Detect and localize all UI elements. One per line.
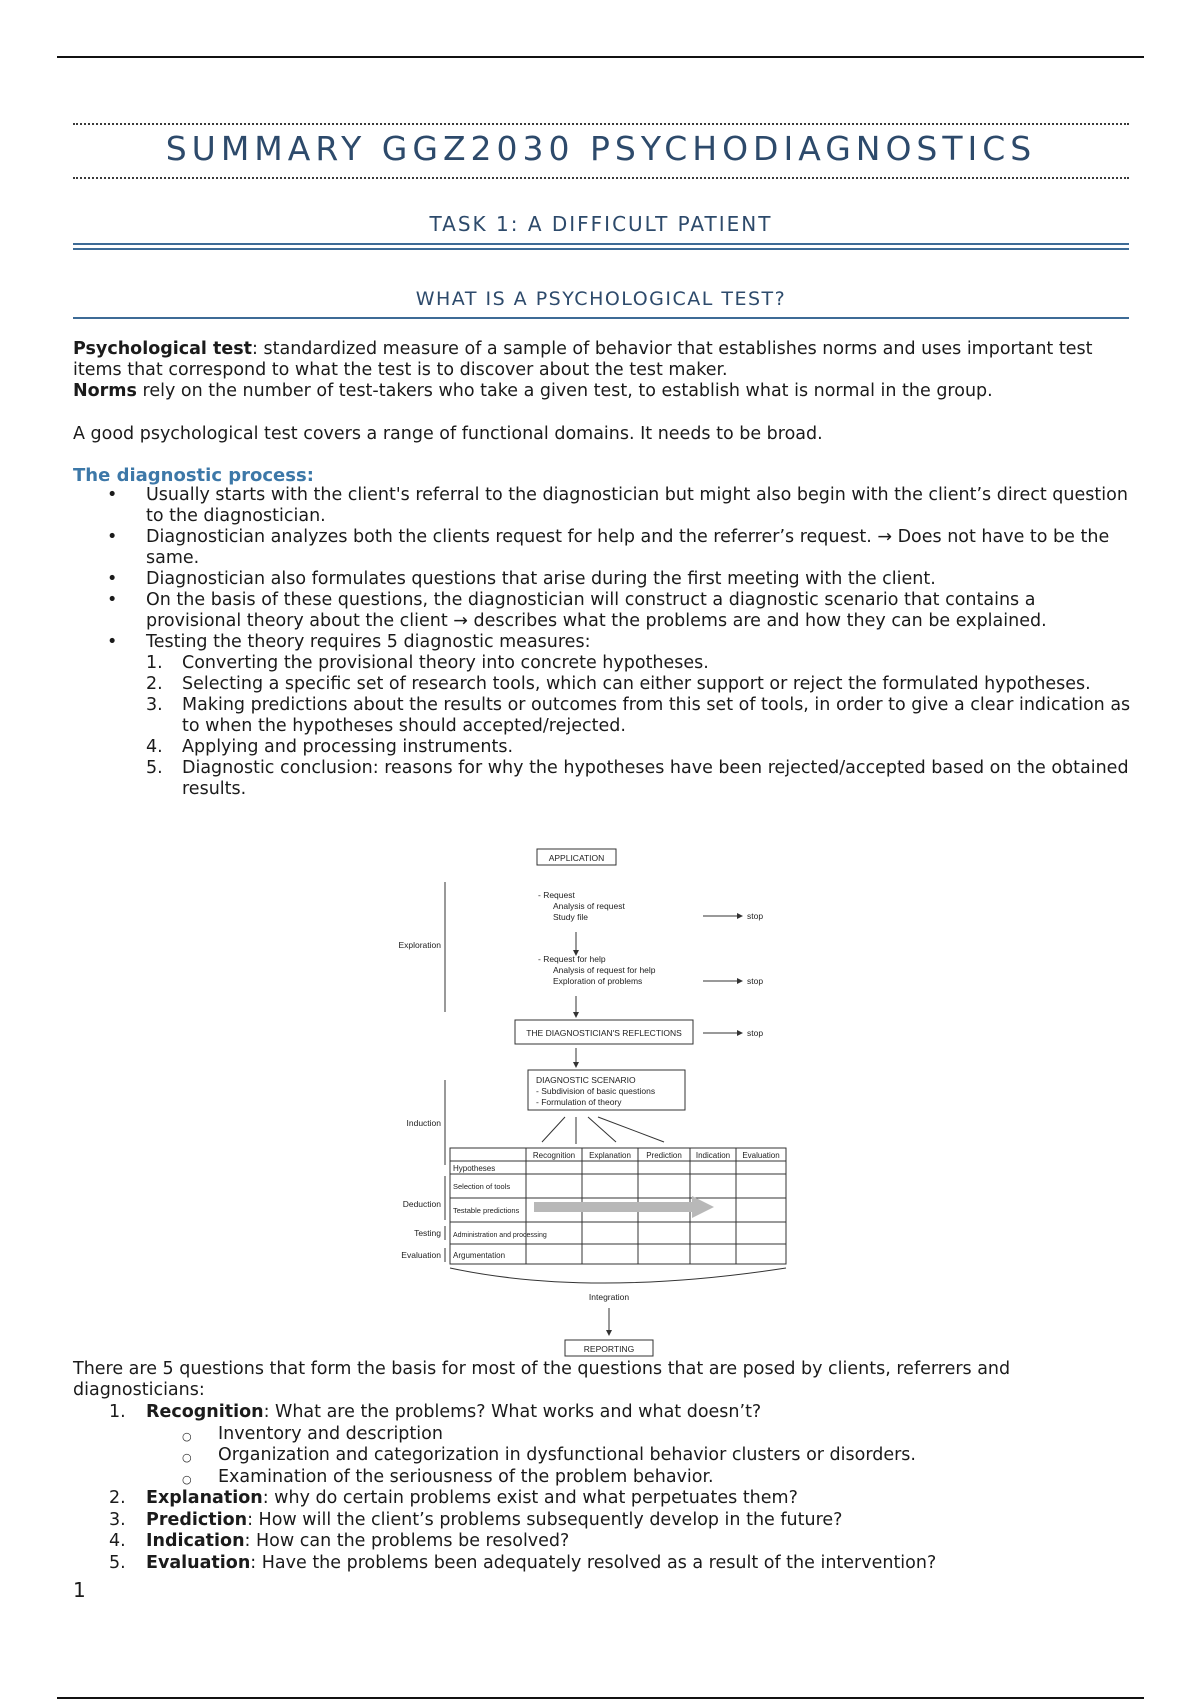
step-text: Selecting a specific set of research tools, which can either support or reject the formulated hypotheses. xyxy=(182,674,1091,694)
recognition-sublist xyxy=(146,1424,1133,1489)
branch-arrow-1 xyxy=(542,1117,565,1142)
task-heading-rule xyxy=(73,243,1129,250)
list-item xyxy=(73,1553,1133,1575)
list-item xyxy=(146,1467,1133,1489)
question-text: : How will the client’s problems subsequently develop in the future? xyxy=(247,1509,843,1530)
flow-arrowhead-4 xyxy=(606,1330,612,1336)
request-label: - Request xyxy=(538,890,575,900)
exploration-label: Exploration xyxy=(398,940,441,950)
question-number: 1. xyxy=(109,1402,126,1422)
subdivision-label: - Subdivision of basic questions xyxy=(536,1086,656,1096)
definition-psych-test xyxy=(73,339,1133,381)
list-item xyxy=(146,653,1133,674)
formulation-label: - Formulation of theory xyxy=(536,1097,622,1107)
question-text: : Have the problems been adequately resolved as a result of the intervention? xyxy=(250,1552,937,1573)
term-psych-test: Psychological test xyxy=(73,339,253,359)
list-item xyxy=(146,674,1133,695)
bullet-text: Usually starts with the client's referral to the diagnostician but might also begin with the client’s direct question to the diagnostician. xyxy=(146,485,1128,526)
definition-norms-text: rely on the number of test-takers who take a given test, to establish what is normal in the group. xyxy=(136,381,993,401)
step-text: Applying and processing instruments. xyxy=(182,737,514,757)
list-item xyxy=(146,758,1133,800)
five-questions-intro: There are 5 questions that form the basis for most of the questions that are posed by clients, referrers and diagnosticians: xyxy=(73,1359,1011,1400)
matrix-col-prediction: Prediction xyxy=(646,1151,682,1160)
matrix-row-hypotheses: Hypotheses xyxy=(453,1164,496,1173)
page-number: 1 xyxy=(73,1578,86,1602)
diagnostic-cycle-figure xyxy=(390,840,790,1360)
list-item xyxy=(73,569,1133,590)
bullet-text: On the basis of these questions, the diagnostician will construct a diagnostic scenario that contains a provisional theory about the client → describes what the problems are and how they can be explained. xyxy=(146,590,1047,631)
title-box xyxy=(73,123,1129,179)
progress-arrow-body xyxy=(534,1202,692,1212)
integration-label: Integration xyxy=(588,1292,630,1302)
matrix-col-explanation: Explanation xyxy=(589,1151,631,1160)
matrix-col-indication: Indication xyxy=(695,1151,731,1160)
testing-label: Testing xyxy=(414,1228,441,1238)
flow-arrowhead-3 xyxy=(573,1062,579,1068)
reporting-label: REPORTING xyxy=(583,1344,635,1354)
step-text: Making predictions about the results or outcomes from this set of tools, in order to give a clear indication as to when the hypotheses should accepted/rejected. xyxy=(182,695,1131,736)
matrix-row-selection: Selection of tools xyxy=(453,1182,511,1191)
branch-arrow-4 xyxy=(598,1117,664,1142)
list-item xyxy=(73,1488,1133,1510)
question-text: : How can the problems be resolved? xyxy=(244,1531,570,1551)
reflections-label: THE DIAGNOSTICIAN'S REFLECTIONS xyxy=(526,1028,682,1038)
matrix-row-administration: Administration and processing xyxy=(453,1232,547,1239)
document-title: SUMMARY GGZ2030 PSYCHODIAGNOSTICS xyxy=(165,129,1037,168)
question-number: 4. xyxy=(109,1531,126,1551)
top-rule xyxy=(57,56,1144,58)
section-heading: WHAT IS A PSYCHOLOGICAL TEST? xyxy=(415,288,787,310)
list-item xyxy=(146,1424,1133,1446)
stop-arrowhead-1 xyxy=(737,913,743,919)
stop-arrowhead-3 xyxy=(737,1030,743,1036)
bullet-text: Testing the theory requires 5 diagnostic measures: xyxy=(146,632,591,652)
matrix-row-testable: Testable predictions xyxy=(453,1206,520,1215)
induction-label: Induction xyxy=(406,1118,441,1128)
matrix-col-recognition: Recognition xyxy=(532,1151,576,1160)
list-item xyxy=(146,737,1133,758)
process-bullets xyxy=(73,485,1133,800)
list-item xyxy=(73,1531,1133,1553)
matrix-col-evaluation: Evaluation xyxy=(742,1151,780,1160)
step-number: 3. xyxy=(146,695,163,715)
section-heading-rule xyxy=(73,317,1129,319)
analysis-request-label: Analysis of request xyxy=(553,901,625,911)
sub-item-text: Examination of the seriousness of the problem behavior. xyxy=(218,1466,714,1487)
list-item xyxy=(73,485,1133,527)
question-text: : why do certain problems exist and what perpetuates them? xyxy=(262,1488,798,1508)
list-item xyxy=(73,527,1133,569)
application-label: APPLICATION xyxy=(548,853,605,863)
stop-label-2: stop xyxy=(747,976,764,986)
list-item xyxy=(73,590,1133,632)
question-number: 3. xyxy=(109,1509,126,1530)
question-term: Prediction xyxy=(146,1509,248,1530)
bullet-text: Diagnostician analyzes both the clients request for help and the referrer’s request. → Does not have to be the same. xyxy=(146,527,1110,568)
step-text: Diagnostic conclusion: reasons for why the hypotheses have been rejected/accepted based on the obtained results. xyxy=(182,758,1129,799)
stop-label-1: stop xyxy=(747,911,764,921)
matrix-row-argumentation: Argumentation xyxy=(453,1251,506,1260)
request-help-label: - Request for help xyxy=(538,954,606,964)
flow-arrowhead-2 xyxy=(573,1012,579,1018)
bullet-text: Diagnostician also formulates questions that arise during the first meeting with the client. xyxy=(146,569,936,589)
study-file-label: Study file xyxy=(553,912,588,922)
five-questions-list xyxy=(73,1402,1133,1574)
list-item xyxy=(73,632,1133,800)
stop-arrowhead-2 xyxy=(737,978,743,984)
scenario-label: DIAGNOSTIC SCENARIO xyxy=(536,1075,636,1085)
list-item xyxy=(146,695,1133,737)
integration-curve xyxy=(450,1268,786,1283)
stop-label-3: stop xyxy=(747,1028,764,1038)
analysis-help-label: Analysis of request for help xyxy=(553,965,656,975)
task-heading: TASK 1: A DIFFICULT PATIENT xyxy=(429,212,773,236)
step-number: 1. xyxy=(146,653,163,673)
list-item xyxy=(73,1402,1133,1488)
definition-norms xyxy=(73,381,1133,402)
progress-arrow-head xyxy=(692,1196,714,1218)
exploration-problems-label: Exploration of problems xyxy=(553,976,643,986)
sub-item-text: Inventory and description xyxy=(218,1423,443,1444)
question-number: 5. xyxy=(109,1552,126,1573)
step-number: 4. xyxy=(146,737,163,757)
bottom-rule xyxy=(57,1697,1144,1699)
good-test-paragraph: A good psychological test covers a range of functional domains. It needs to be broad. xyxy=(73,424,823,444)
question-term: Indication xyxy=(146,1531,245,1551)
process-heading: The diagnostic process: xyxy=(73,465,314,486)
step-text: Converting the provisional theory into concrete hypotheses. xyxy=(182,653,709,673)
list-item xyxy=(146,1445,1133,1467)
diagnostic-measures-list xyxy=(146,653,1133,800)
branch-arrow-3 xyxy=(588,1117,616,1142)
evaluation-phase-label: Evaluation xyxy=(401,1250,441,1260)
question-number: 2. xyxy=(109,1488,126,1508)
deduction-label: Deduction xyxy=(402,1199,441,1209)
question-text: : What are the problems? What works and what doesn’t? xyxy=(263,1402,762,1422)
definition-psych-test-text: : standardized measure of a sample of behavior that establishes norms and uses important test items that correspond to what the test is to discover about the test maker. xyxy=(73,339,1093,380)
step-number: 5. xyxy=(146,758,163,778)
term-norms: Norms xyxy=(73,381,137,401)
question-term: Recognition xyxy=(146,1402,264,1422)
step-number: 2. xyxy=(146,674,163,694)
question-term: Explanation xyxy=(146,1488,263,1508)
list-item xyxy=(73,1510,1133,1532)
question-term: Evaluation xyxy=(146,1552,251,1573)
sub-item-text: Organization and categorization in dysfunctional behavior clusters or disorders. xyxy=(218,1445,916,1465)
